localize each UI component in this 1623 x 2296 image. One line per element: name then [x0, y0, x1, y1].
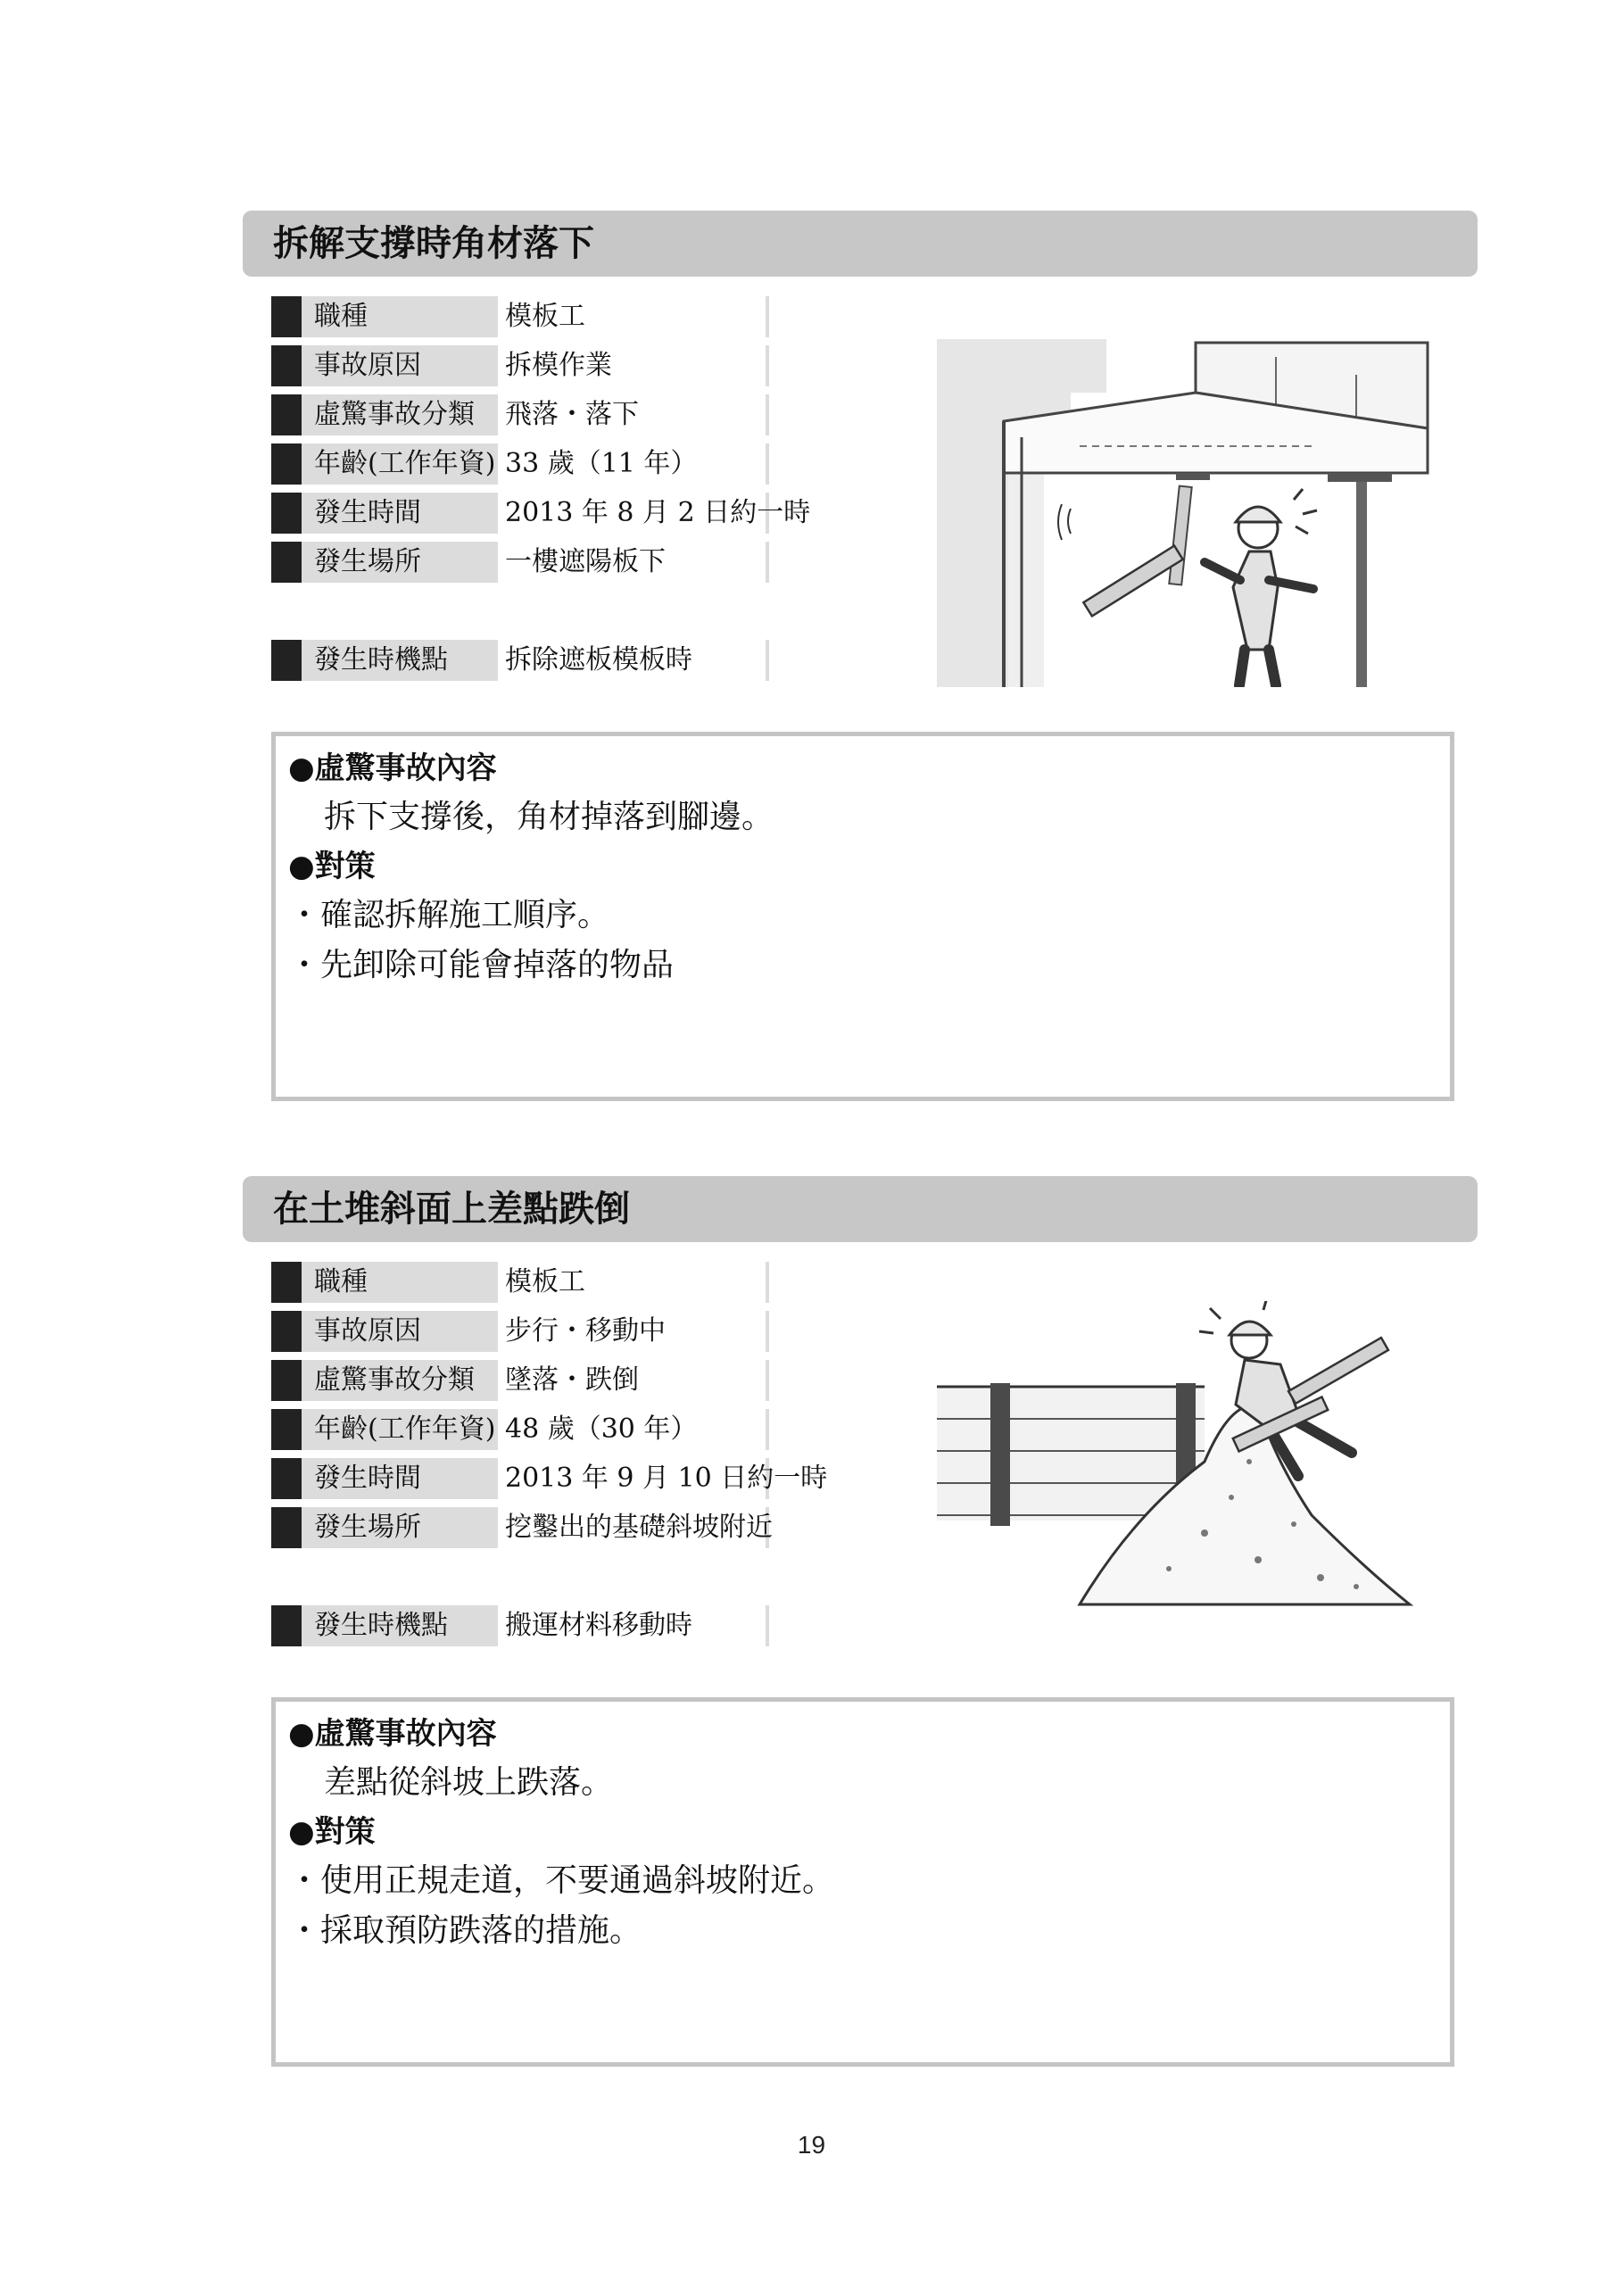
row-value: 步行・移動中: [505, 1315, 666, 1347]
content-text: 差點從斜坡上跌落。: [324, 1764, 614, 1801]
row-value: 拆除遮板模板時: [505, 644, 692, 676]
row-value: 33 歲（11 年）: [505, 448, 698, 479]
row-label: 發生場所: [314, 1512, 421, 1543]
incident-card-1: [0, 211, 1623, 1174]
incident-title-bar: [243, 211, 1478, 277]
row-marker: [271, 542, 302, 583]
row-value: 搬運材料移動時: [505, 1610, 692, 1641]
page-number: 19: [797, 2131, 826, 2159]
row-label: 年齡(工作年資): [314, 448, 496, 479]
row-marker: [271, 1262, 302, 1303]
row-label: 發生時機點: [314, 644, 448, 676]
row-value: 一樓遮陽板下: [505, 546, 666, 577]
row-marker: [271, 1311, 302, 1352]
content-heading: ●虛驚事故內容: [288, 750, 497, 786]
row-marker: [271, 640, 302, 681]
measures-heading: ●對策: [288, 1814, 376, 1850]
row-label: 虛驚事故分類: [314, 399, 475, 430]
row-value: 2013 年 8 月 2 日約一時: [505, 497, 811, 528]
info-row-occupation: [271, 296, 1074, 337]
row-marker: [271, 1605, 302, 1646]
row-label: 發生時機點: [314, 1610, 448, 1641]
row-marker: [271, 443, 302, 485]
measure-item: ・採取預防跌落的措施。: [288, 1912, 642, 1949]
row-value: 拆模作業: [505, 350, 612, 381]
measure-item: ・使用正規走道，不要通過斜坡附近。: [288, 1862, 835, 1899]
row-label: 事故原因: [314, 350, 421, 381]
row-marker: [271, 1458, 302, 1499]
measure-item: ・先卸除可能會掉落的物品: [288, 947, 675, 983]
row-marker: [271, 1360, 302, 1401]
row-value: 模板工: [505, 301, 585, 332]
row-label: 職種: [314, 301, 368, 332]
measure-item: ・確認拆解施工順序。: [288, 897, 610, 933]
row-marker: [271, 345, 302, 386]
row-value: 挖鑿出的基礎斜坡附近: [505, 1512, 773, 1543]
incident-detail-box: [271, 1697, 1454, 2067]
incident-detail-box: [271, 732, 1454, 1101]
row-value: 模板工: [505, 1266, 585, 1297]
incident-title: 在土堆斜面上差點跌倒: [273, 1189, 630, 1230]
row-value: 2013 年 9 月 10 日約一時: [505, 1463, 828, 1494]
row-label: 發生時間: [314, 1463, 421, 1494]
content-heading: ●虛驚事故內容: [288, 1716, 497, 1752]
row-marker: [271, 394, 302, 435]
row-marker: [271, 296, 302, 337]
content-text: 拆下支撐後，角材掉落到腳邊。: [324, 799, 774, 835]
row-label: 職種: [314, 1266, 368, 1297]
row-value: 48 歲（30 年）: [505, 1413, 698, 1445]
info-row-occupation: [271, 1262, 1074, 1303]
row-value: 飛落・落下: [505, 399, 639, 430]
incident-title-bar: [243, 1176, 1478, 1242]
incident-title: 拆解支撐時角材落下: [273, 223, 594, 264]
row-label: 事故原因: [314, 1315, 421, 1347]
row-marker: [271, 493, 302, 534]
falling-timber-illustration: [937, 339, 1437, 687]
row-label: 年齡(工作年資): [314, 1413, 496, 1445]
slope-fall-illustration: [937, 1301, 1437, 1640]
row-marker: [271, 1507, 302, 1548]
row-marker: [271, 1409, 302, 1450]
row-label: 發生場所: [314, 546, 421, 577]
measures-heading: ●對策: [288, 849, 376, 884]
row-value: 墜落・跌倒: [505, 1364, 639, 1396]
row-label: 發生時間: [314, 497, 421, 528]
row-label: 虛驚事故分類: [314, 1364, 475, 1396]
incident-card-2: [0, 1176, 1623, 2140]
